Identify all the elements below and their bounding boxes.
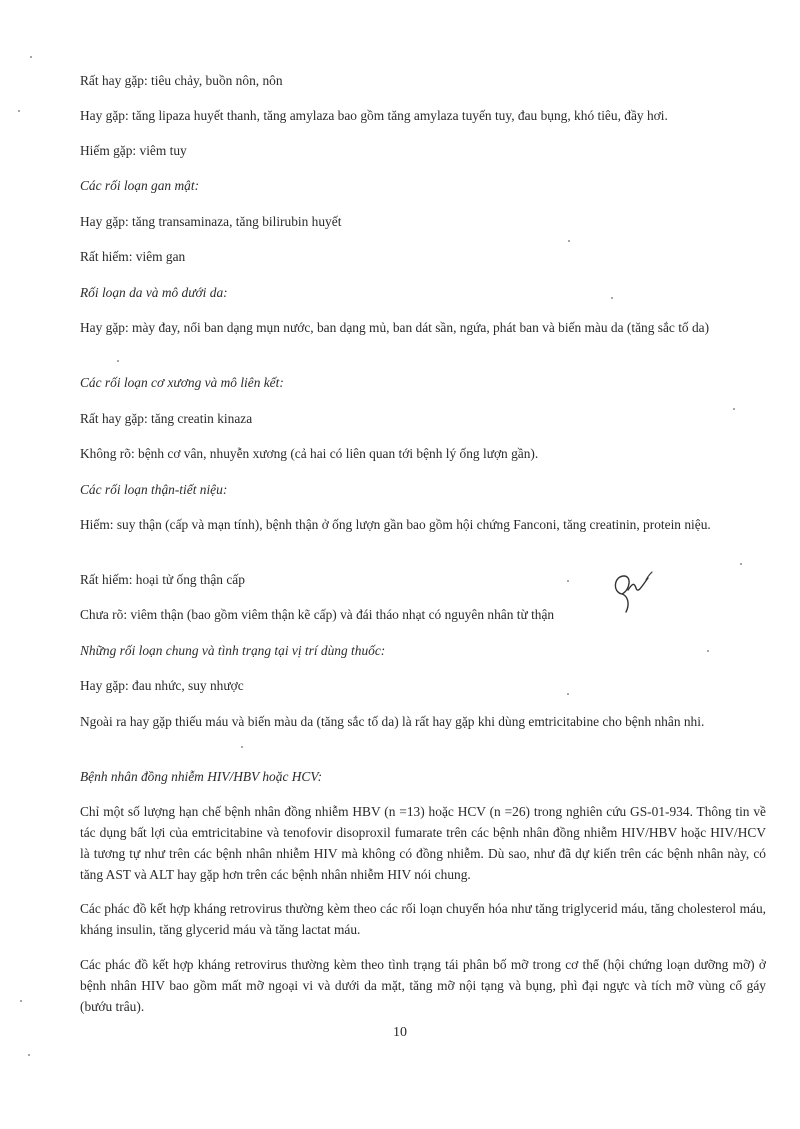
scan-speck (241, 746, 243, 748)
page-number: 10 (393, 1025, 407, 1040)
scan-speck (707, 650, 709, 652)
paragraph-coinfection-study: Chỉ một số lượng hạn chế bệnh nhân đồng nhiễm HBV (n =13) hoặc HCV (n =26) trong nghiên cứu GS-01-934. Thông tin về tác dụng bất lợi của emtricitabine và tenofovir disoproxil fumarate trên các bệnh nhân đồng nhiễm HIV/HBV hoặc HIV/HCV là tương tự như trên các bệnh nhân nhiễm HIV mà không có đồng nhiễm. Dù sao, như đã dự kiến trên các bệnh nhân này, có tăng AST và ALT hay gặp hơn trên các bệnh nhân nhiễm HIV nói chung. (80, 804, 766, 882)
section-heading-skin: Rối loạn da và mô dưới da: (80, 285, 228, 300)
paragraph-common-hepatic: Hay gặp: tăng transaminaza, tăng bilirubin huyết (80, 214, 342, 229)
paragraph-anaemia-paediatric: Ngoài ra hay gặp thiếu máu và biến màu da (tăng sắc tố da) là rất hay gặp khi dùng emtricitabine cho bệnh nhân nhi. (80, 714, 705, 729)
section-heading-renal: Các rối loạn thận-tiết niệu: (80, 482, 228, 497)
section-heading-general: Những rối loạn chung và tình trạng tại vị trí dùng thuốc: (80, 643, 386, 658)
paragraph-unknown-myopathy: Không rõ: bệnh cơ vân, nhuyễn xương (cả hai có liên quan tới bệnh lý ống lượn gần). (80, 446, 539, 461)
paragraph-very-common-gi: Rất hay gặp: tiêu chảy, buồn nôn, nôn (80, 73, 283, 88)
scan-speck (567, 693, 569, 695)
paragraph-rare-pancreatitis: Hiếm gặp: viêm tuy (80, 143, 187, 158)
paragraph-very-rare-hepatitis: Rất hiếm: viêm gan (80, 249, 186, 264)
scan-speck (28, 1054, 30, 1056)
scan-speck (567, 580, 569, 582)
paragraph-unknown-nephritis: Chưa rõ: viêm thận (bao gồm viêm thận kẽ cấp) và đái tháo nhạt có nguyên nhân từ thận (80, 607, 555, 622)
paragraph-very-common-ck: Rất hay gặp: tăng creatin kinaza (80, 411, 253, 426)
paragraph-common-skin: Hay gặp: mày đay, nổi ban dạng mụn nước, ban dạng mủ, ban dát sần, ngứa, phát ban và biến màu da (tăng sắc tố da) (80, 320, 710, 335)
scan-speck (740, 563, 742, 565)
paragraph-common-gi: Hay gặp: tăng lipaza huyết thanh, tăng amylaza bao gồm tăng amylaza tuyến tuy, đau bụng, khó tiêu, đầy hơi. (80, 108, 668, 123)
paragraph-rare-renal: Hiếm: suy thận (cấp và mạn tính), bệnh thận ở ống lượn gần bao gồm hội chứng Fanconi, tăng creatinin, protein niệu. (80, 517, 711, 532)
section-heading-hepatobiliary: Các rối loạn gan mật: (80, 178, 200, 193)
scan-speck (568, 240, 570, 242)
scan-speck (20, 1000, 22, 1002)
scan-speck (117, 360, 119, 362)
paragraph-lipodystrophy: Các phác đồ kết hợp kháng retrovirus thường kèm theo tình trạng tái phân bố mỡ trong cơ thể (hội chứng loạn dưỡng mỡ) ở bệnh nhân HIV bao gồm mất mỡ ngoại vi và dưới da mặt, tăng mỡ nội tạng và bụng, phì đại ngực và tích mỡ vùng cổ gáy (bướu trâu). (80, 957, 766, 1014)
scan-speck (30, 56, 32, 58)
handwritten-initials (608, 564, 656, 614)
section-heading-musculoskeletal: Các rối loạn cơ xương và mô liên kết: (80, 375, 284, 390)
section-heading-coinfection: Bệnh nhân đồng nhiễm HIV/HBV hoặc HCV: (80, 769, 323, 784)
scan-speck (18, 110, 20, 112)
scan-speck (611, 297, 613, 299)
paragraph-common-pain: Hay gặp: đau nhức, suy nhược (80, 678, 244, 693)
scan-speck (733, 408, 735, 410)
paragraph-very-rare-necrosis: Rất hiếm: hoại tử ống thận cấp (80, 572, 245, 587)
paragraph-metabolic: Các phác đồ kết hợp kháng retrovirus thường kèm theo các rối loạn chuyển hóa như tăng triglycerid máu, tăng cholesterol máu, kháng insulin, tăng glycerid máu và tăng lactat máu. (80, 901, 766, 937)
